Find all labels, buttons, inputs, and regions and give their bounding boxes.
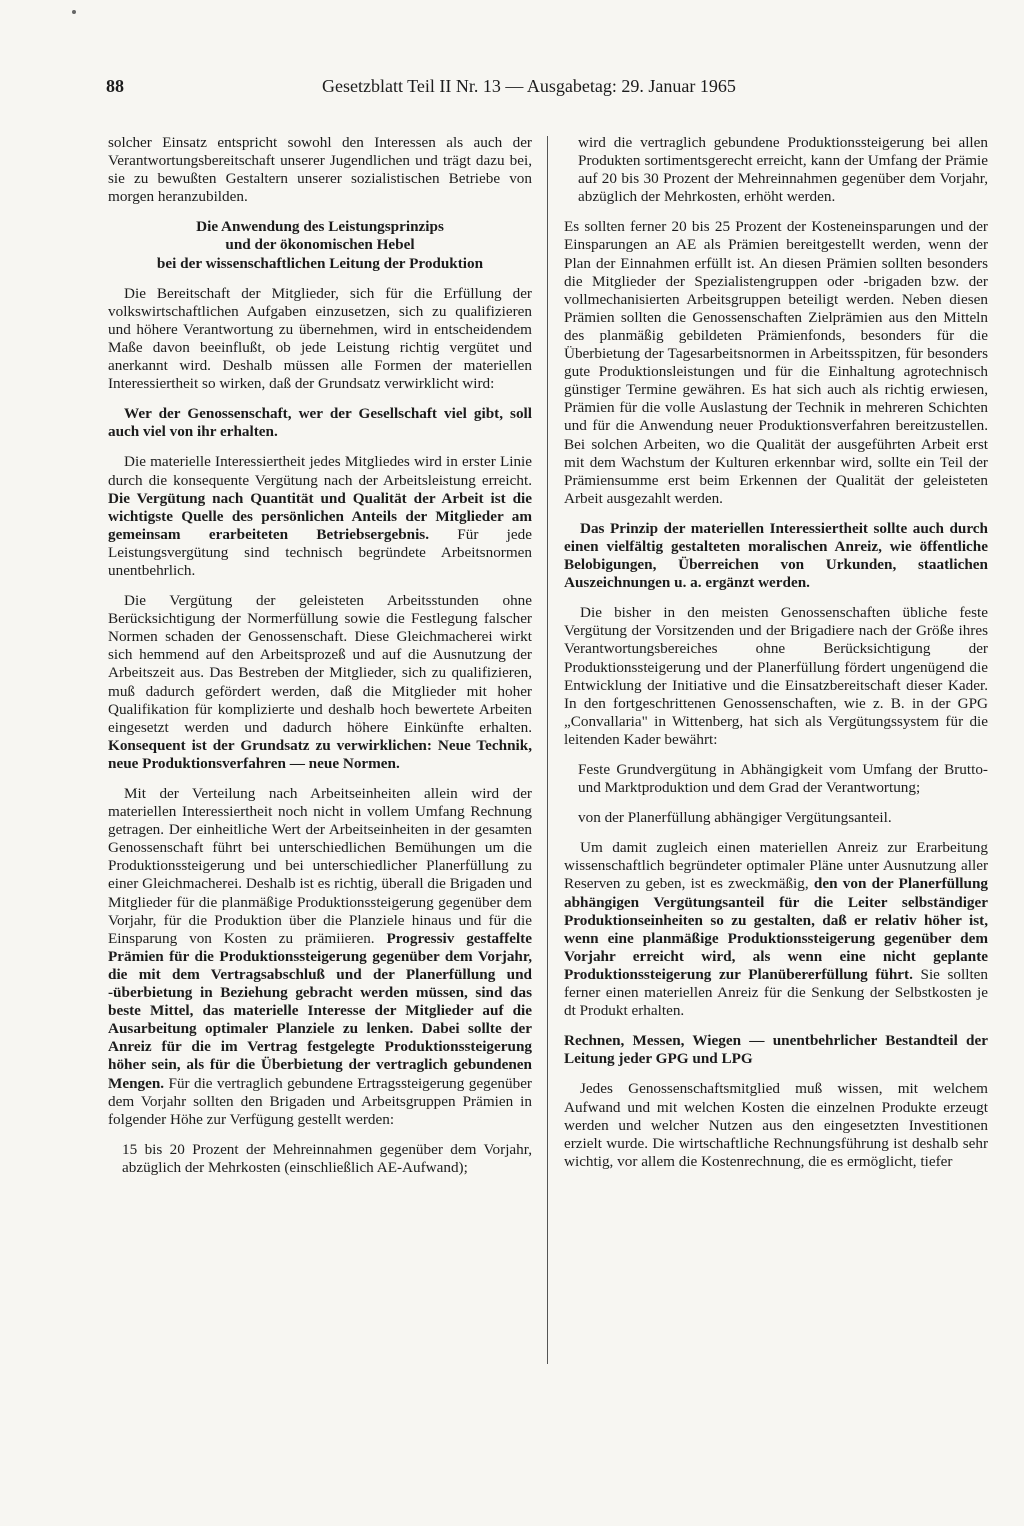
paragraph: Es sollten ferner 20 bis 25 Prozent der Kosteneinsparungen und der Einsparungen an AE als Prämien bereitgestellt werden, wenn der Plan der Einnahmen erfüllt ist. An diesen Prämien sollten besonders die Mitglieder der Spezialistengruppen oder -brigaden bzw. der vollmechanisierten Arbeitsgruppen beteiligt werden. Neben diesen Prämien sollten die Genossenschaften Zielprämien aus den Mitteln des planmäßig gebildeten Prämienfonds, besonders für die Überbietung der Tagesarbeitsnormen in Arbeitsspitzen, für besonders gute Produktionsleistungen und für die Einhaltung agrotechnisch günstiger Termine gewähren. Es hat sich auch als richtig erwiesen, Prämien für die volle Auslastung der Technik in mehreren Schichten und für die Anwendung neuer Produktionsverfahren bereitzustellen. Bei solchen Arbeiten, wo die Qualität der ausgeführten Arbeit erst mit dem Wachstum der Kulturen erkennbar wird, sollte ein Teil der Prämiensumme erst beim Erkennen der Qualität der geleisteten Arbeit ausgezahlt werden. <box>564 218 988 507</box>
column-divider <box>547 136 548 1364</box>
scan-speck <box>72 10 76 14</box>
bold-principle: Wer der Genossenschaft, wer der Gesellschaft viel gibt, soll auch viel von ihr erhalten. <box>108 405 532 441</box>
paragraph <box>108 592 532 773</box>
page-number: 88 <box>106 76 124 96</box>
section-heading <box>108 218 532 272</box>
text-run: Mit der Verteilung nach Arbeitseinheiten allein wird der materiellen Interessiertheit noch nicht in vollem Umfang Rechnung getragen. Der einheitliche Wert der Arbeitseinheiten in der gesamten Genossenschaft führt bei unterschiedlichen Bemühungen um die Produktionssteigerung und bei unterschiedlicher Planerfüllung zu einer Gleichmacherei. Deshalb ist es richtig, überall die Brigaden und Mitglieder für die planmäßige Produktionssteigerung gegenüber dem Vorjahr, für die Produktion über die Planziele hinaus und für die Einsparung von Kosten zu prämiieren. <box>108 785 532 947</box>
heading-line: Die Anwendung des Leistungsprinzips <box>196 218 444 236</box>
text-run: Um damit zugleich einen materiellen Anreiz zur Erarbeitung wissenschaftlich begründeter optimaler Pläne unter Ausnutzung aller Reserven zu geben, ist es zweckmäßig, <box>564 839 988 893</box>
paragraph <box>108 453 532 580</box>
heading-line: und der ökonomischen Hebel <box>225 236 415 254</box>
page-header <box>106 76 986 102</box>
list-item: von der Planerfüllung abhängiger Vergütungsanteil. <box>578 809 892 827</box>
text-run: Die Vergütung der geleisteten Arbeitsstunden ohne Berücksichtigung der Normerfüllung sowie die Festlegung falscher Normen schaden der Genossenschaft. Diese Gleichmacherei wirkt sich hemmend auf den Arbeitsprozeß und auf die Ausnutzung der Arbeitszeit aus. Das Bestreben der Mitglieder, sich zu qualifizieren, muß dadurch gefördert werden, daß die Mitglieder mit hoher Qualifikation für komplizierte und deshalb hoch bewertete Arbeiten eingesetzt werden und dadurch höhere Einkünfte erhalten. <box>108 592 532 736</box>
bold-principle: Das Prinzip der materiellen Interessiertheit sollte auch durch einen vielfältig gestalteten moralischen Anreiz, wie öffentliche Belobigungen, Überreichen von Urkunden, staatlichen Auszeichnungen u. a. ergänzt werden. <box>564 519 988 592</box>
heading-line: bei der wissenschaftlichen Leitung der Produktion <box>156 254 484 272</box>
text-run: Für jede Leistungsvergütung sind technisch begründete Arbeitsnormen unentbehrlich. <box>108 525 532 579</box>
list-item: Feste Grundvergütung in Abhängigkeit vom Umfang der Brutto- und Marktproduktion und dem Grad der Verantwortung; <box>578 761 988 797</box>
paragraph: Die Bereitschaft der Mitglieder, sich für die Erfüllung der volkswirtschaftlichen Aufgaben einzusetzen, sich zu qualifizieren und höhere Verantwortung zu übernehmen, wird in entscheidendem Maße davon beeinflußt, ob jede Leistung richtig vergütet und anerkannt wird. Deshalb müssen alle Formen der materiellen Interessiertheit so wirken, daß der Grundsatz verwirklicht wird: <box>108 284 532 393</box>
paragraph <box>108 785 532 1129</box>
paragraph: solcher Einsatz entspricht sowohl den Interessen als auch der Verantwortungsbereitschaft unserer Jugendlichen und trägt dazu bei, sie zu bewußten Gestaltern unserer sozialistischen Betriebe von morgen heranzubilden. <box>108 134 532 206</box>
bold-run: Die Vergütung nach Quantität und Qualität der Arbeit ist die wichtigste Quelle des persönlichen Anteils der Mitglieder am gemeinsam erarbeiteten Betriebsergebnis. <box>108 489 532 543</box>
list-item: 15 bis 20 Prozent der Mehreinnahmen gegenüber dem Vorjahr, abzüglich der Mehrkosten (einschließlich AE-Aufwand); <box>122 1140 532 1176</box>
text-run: Die materielle Interessiertheit jedes Mitgliedes wird in erster Linie durch die konsequente Vergütung nach der Arbeitsleistung erreicht. <box>108 453 532 489</box>
text-run: Sie sollten ferner einen materiellen Anreiz für die Senkung der Selbstkosten je dt Produkt erhalten. <box>564 965 989 1020</box>
right-column <box>564 134 988 1183</box>
bold-run: den von der Planerfüllung abhängigen Vergütungsanteil für die Leiter selbständiger Produktionseinheiten so zu gestalten, daß er relativ höher ist, wenn eine planmäßige Produktionssteigerung gegenüber dem Vorjahr erreicht wird, als wenn eine nicht geplante Produktionssteigerung zur Planübererfüllung führt. <box>564 875 989 983</box>
paragraph: Jedes Genossenschaftsmitglied muß wissen, mit welchem Aufwand und mit welchen Kosten die einzelnen Produkte erzeugt werden und welcher Nutzen aus den eingesetzten Investitionen erzielt wurde. Die wirtschaftliche Rechnungsführung ist deshalb sehr wichtig, vor allem die Kostenrechnung, die es ermöglicht, tiefer <box>564 1080 988 1170</box>
bold-run: Konsequent ist der Grundsatz zu verwirklichen: Neue Technik, neue Produktionsverfahren — neue Normen. <box>108 736 532 772</box>
bold-run: Progressiv gestaffelte Prämien für die Produktionssteigerung gegenüber dem Vorjahr, die mit dem Vertragsabschluß und der Planerfüllung und -überbietung in Beziehung gebracht werden müssen, sind das beste Mittel, das materielle Interesse der Mitglieder auf die Ausarbeitung optimaler Planziele zu lenken. Dabei sollte der Anreiz für die im Vertrag festgelegte Produktionssteigerung höher sein, als für die Überbietung der vertraglich gebundenen Mengen. <box>108 929 532 1092</box>
running-head: Gesetzblatt Teil II Nr. 13 — Ausgabetag: 29. Januar 1965 <box>322 76 736 96</box>
paragraph: Die bisher in den meisten Genossenschaften übliche feste Vergütung der Vorsitzenden und der Brigadiere nach der Größe ihres Verantwortungsbereiches ohne Berücksichtigung der Produktionssteigerung und der Planerfüllung fördert ungenügend die Entwicklung der Initiative und die Einsatzbereitschaft dieser Kader. In den fortgeschrittenen Genossenschaften, wie z. B. in der GPG „Convallaria" in Wittenberg, hat sich als Vergütungssystem für die leitenden Kader bewährt: <box>564 604 988 748</box>
section-heading: Rechnen, Messen, Wiegen — unentbehrlicher Bestandteil der Leitung jeder GPG und LPG <box>564 1032 988 1068</box>
list-item: wird die vertraglich gebundene Produktionssteigerung bei allen Produkten sortimentsgerecht erreicht, kann der Umfang der Prämie auf 20 bis 30 Prozent der Mehreinnahmen gegenüber dem Vorjahr, abzüglich der Mehrkosten, erhöht werden. <box>578 134 988 206</box>
left-column <box>108 134 532 1189</box>
text-run: Für die vertraglich gebundene Ertragssteigerung gegenüber dem Vorjahr sollten den Brigaden und Arbeitsgruppen Prämien in folgender Höhe zur Verfügung gestellt werden: <box>108 1074 532 1128</box>
paragraph <box>564 839 988 1020</box>
